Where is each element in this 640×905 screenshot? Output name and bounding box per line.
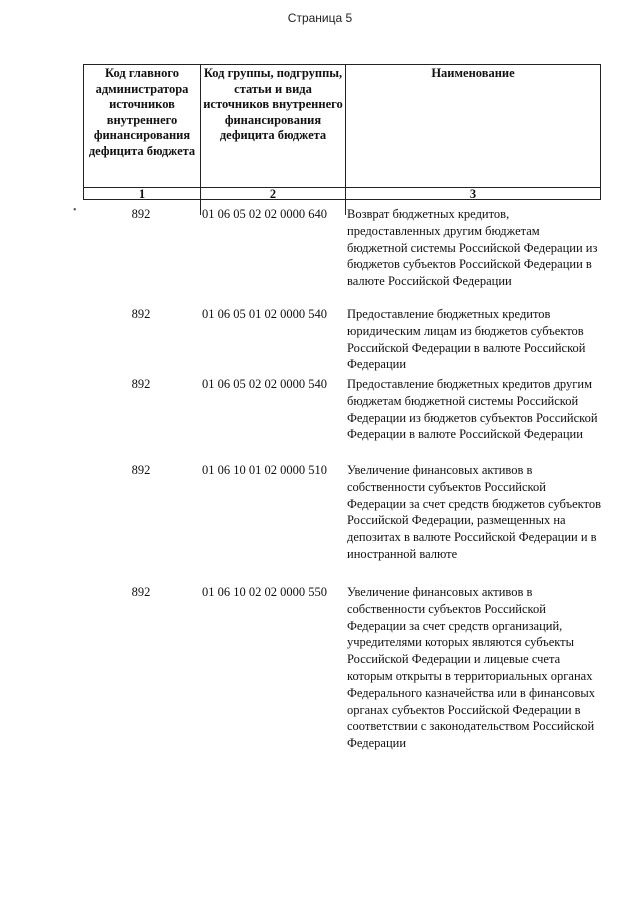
- row-source-code: 01 06 05 02 02 0000 540: [202, 377, 327, 391]
- scan-mark: •: [73, 205, 77, 216]
- row-admin-code: 892: [131, 207, 151, 221]
- header-name: Наименование: [431, 66, 515, 80]
- row-name: Увеличение финансовых активов в собственности субъектов Российской Федерации за счет средств бюджетов субъектов Российской Федерации, размещенных на депозитах в валюте Российской Федерации и в иностранной валюте: [347, 463, 601, 561]
- row-admin-code: 892: [131, 307, 151, 321]
- header-admin-code: Код главного администратора источников внутреннего финансирования дефицита бюджета: [88, 66, 196, 158]
- row-admin-code: 892: [131, 463, 151, 477]
- row-source-code: 01 06 10 02 02 0000 550: [202, 585, 327, 599]
- column-number-3: 3: [469, 187, 477, 201]
- header-source-code: Код группы, подгруппы, статьи и вида источников внутреннего финансирования дефицита бюджета: [203, 66, 343, 142]
- page-number: Страница 5: [287, 11, 353, 25]
- row-source-code: 01 06 05 01 02 0000 540: [202, 307, 327, 321]
- row-name: Возврат бюджетных кредитов, предоставленных другим бюджетам бюджетной системы Российской Федерации из бюджетов субъектов Российской Федерации в валюте Российской Федерации: [347, 207, 598, 289]
- row-name: Предоставление бюджетных кредитов другим бюджетам бюджетной системы Российской Федерации из бюджетов субъектов Российской Федерации в валюте Российской Федерации: [347, 377, 598, 442]
- row-name: Предоставление бюджетных кредитов юридическим лицам из бюджетов субъектов Российской Федерации в валюте Российской Федерации: [347, 307, 586, 372]
- row-name: Увеличение финансовых активов в собственности субъектов Российской Федерации за счет средств организаций, учредителями которых являются субъекты Российской Федерации и лицевые счета которым открыты в территориальных органах Федерального казначейства или в финансовых органах субъектов Российской Федерации в соответствии с законодательством Российской Федерации: [347, 585, 596, 751]
- column-number-1: 1: [138, 187, 146, 201]
- column-number-2: 2: [269, 187, 277, 201]
- row-source-code: 01 06 05 02 02 0000 640: [202, 207, 327, 221]
- row-admin-code: 892: [131, 585, 151, 599]
- row-admin-code: 892: [131, 377, 151, 391]
- row-source-code: 01 06 10 01 02 0000 510: [202, 463, 327, 477]
